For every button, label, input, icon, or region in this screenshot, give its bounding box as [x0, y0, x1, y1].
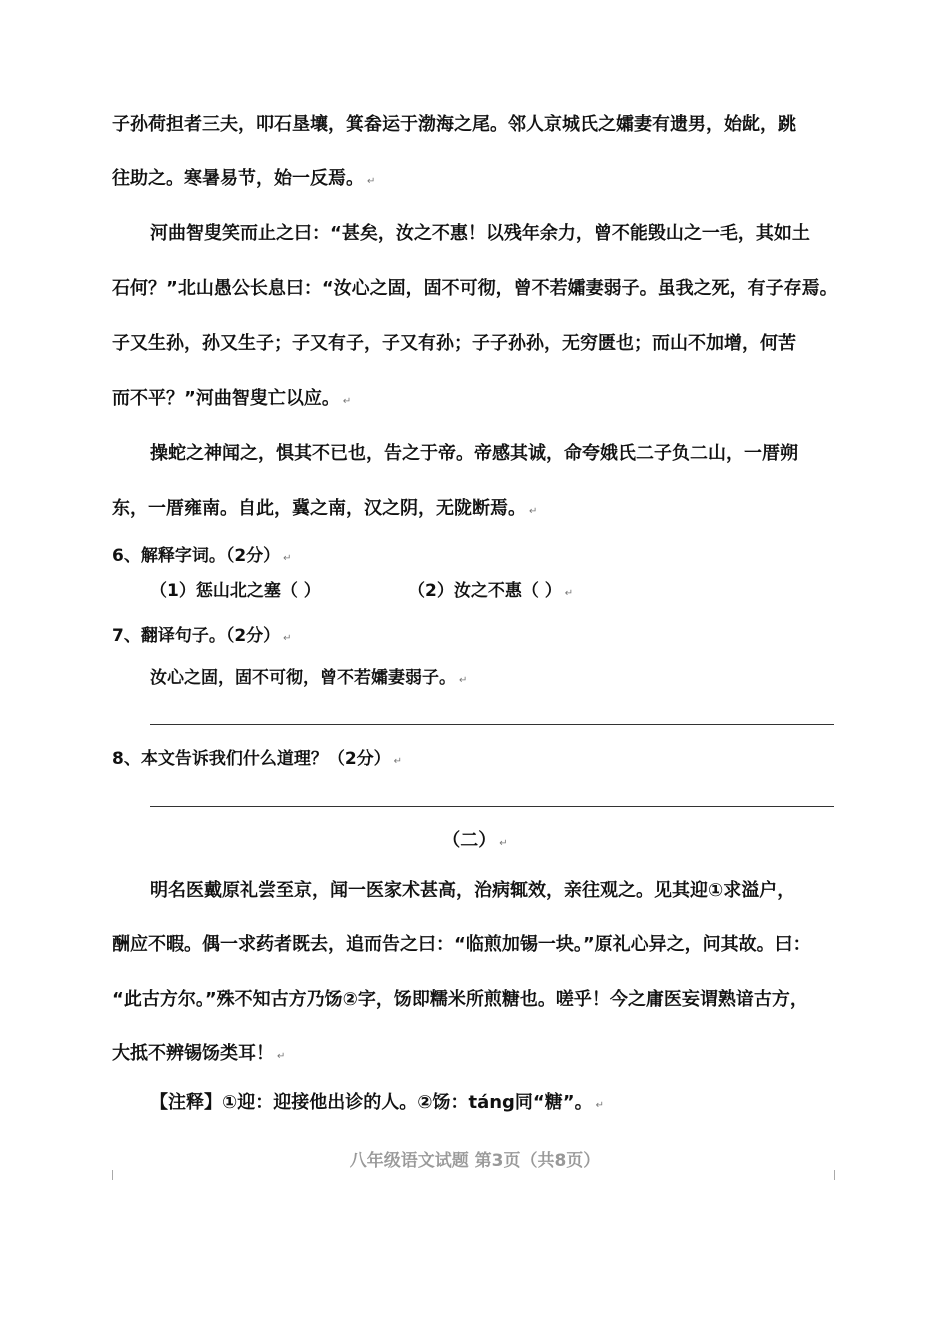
passage-line: 子又生孙，孙又生子；子又有子，子又有孙；子子孙孙，无穷匮也；而山不加增，何苦: [112, 333, 796, 354]
question-7-sentence: 汝心之固，固不可彻，曾不若孀妻弱子。 ↵: [150, 668, 468, 688]
passage-line: “此古方尔。”殊不知古方乃饧②字，饧即糯米所煎糖也。嗟乎！今之庸医妄谓熟谙古方，: [112, 989, 808, 1010]
margin-mark: [112, 1170, 113, 1180]
question-7: 7、翻译句子。（2分） ↵: [112, 626, 292, 646]
question-8: 8、本文告诉我们什么道理？（2分） ↵: [112, 749, 403, 769]
passage-line: 河曲智叟笑而止之曰：“甚矣，汝之不惠！以残年余力，曾不能毁山之一毛，其如土: [150, 223, 810, 244]
passage-line: 子孙荷担者三夫，叩石垦壤，箕畚运于渤海之尾。邻人京城氏之孀妻有遗男，始龀，跳: [112, 114, 796, 135]
question-6-item-2: （2）汝之不惠（ ） ↵: [408, 581, 574, 601]
margin-mark: [834, 1170, 835, 1180]
answer-line[interactable]: [150, 806, 834, 807]
passage-line: 操蛇之神闻之，惧其不已也，告之于帝。帝感其诚，命夸娥氏二子负二山，一厝朔: [150, 443, 798, 464]
question-6-item-1: （1）惩山北之塞（ ）: [150, 581, 321, 601]
annotation-note: 【注释】①迎：迎接他出诊的人。②饧：táng同“糖”。 ↵: [150, 1092, 604, 1113]
passage-line: 明名医戴原礼尝至京，闻一医家术甚高，治病辄效，亲往观之。见其迎①求溢户，: [150, 880, 796, 901]
passage-line: 东，一厝雍南。自此，冀之南，汉之阴，无陇断焉。 ↵: [112, 498, 538, 519]
passage-line: 往助之。寒暑易节，始一反焉。 ↵: [112, 168, 376, 189]
passage-line: 而不平？”河曲智叟亡以应。 ↵: [112, 388, 352, 409]
passage-line: 酬应不暇。偶一求药者既去，追而告之曰：“临煎加锡一块。”原礼心异之，问其故。曰：: [112, 934, 811, 955]
passage-line: 大抵不辨锡饧类耳！ ↵: [112, 1043, 286, 1064]
answer-line[interactable]: [150, 724, 834, 725]
passage-line: 石何？”北山愚公长息曰：“汝心之固，固不可彻，曾不若孀妻弱子。虽我之死，有子存焉。: [112, 278, 838, 299]
section-heading: （二） ↵: [442, 830, 508, 851]
page-footer: 八年级语文试题 第3页（共8页）: [349, 1151, 601, 1171]
question-6: 6、解释字词。（2分） ↵: [112, 546, 292, 566]
